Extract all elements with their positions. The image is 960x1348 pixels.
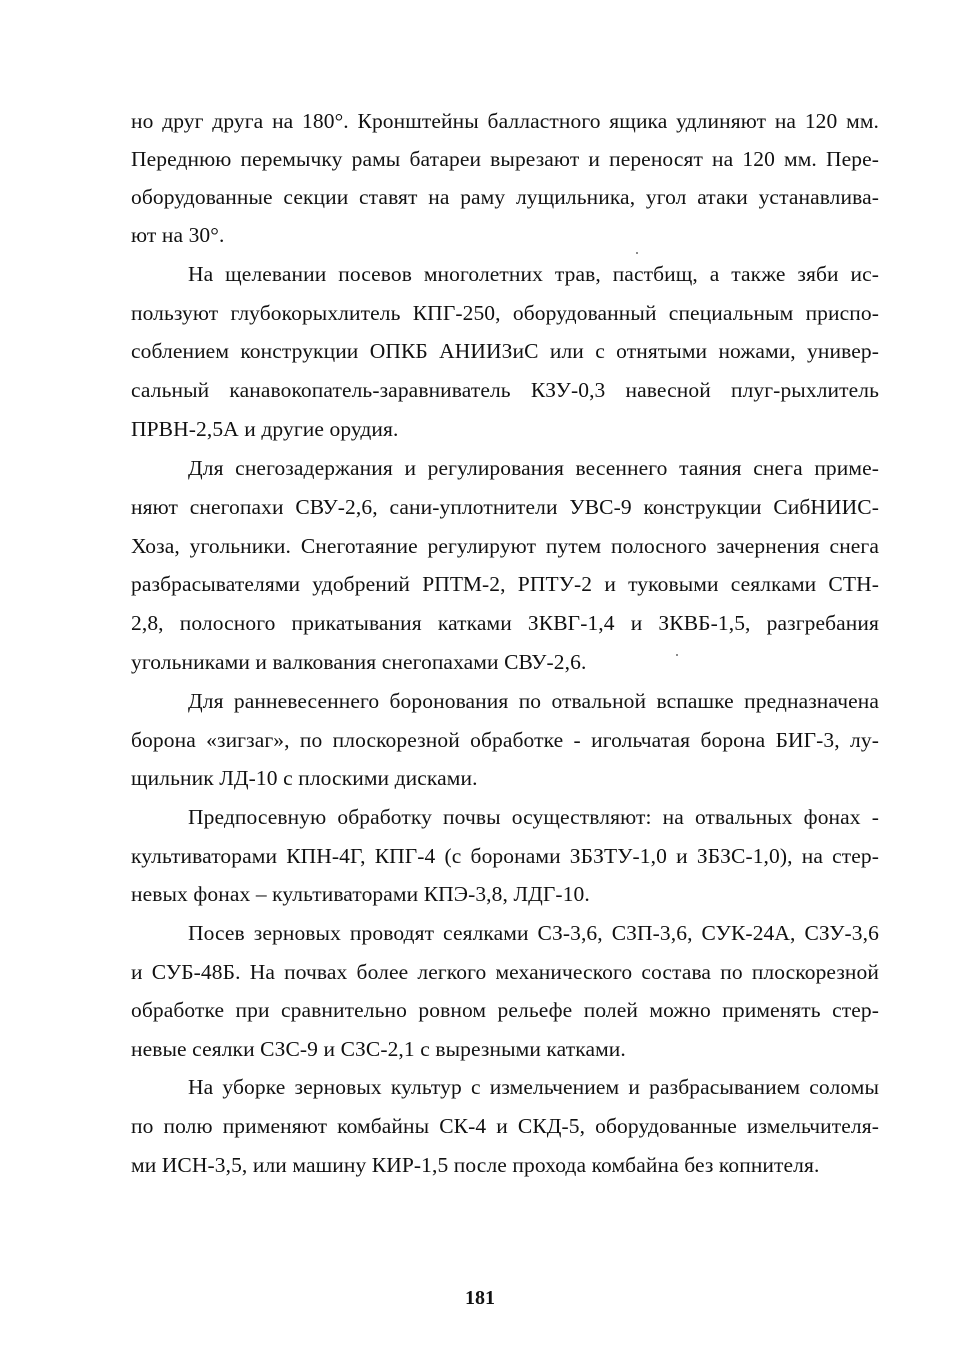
text-line: щильник ЛД-10 с плоскими дисками. xyxy=(131,766,478,790)
page-number: 181 xyxy=(465,1287,495,1309)
scan-speck xyxy=(636,252,638,254)
text-line: разбрасывателями удобрений РПТМ-2, РПТУ-2 и туковыми сеялками СТН- xyxy=(131,572,879,596)
text-line: невые сеялки СЗС-9 и СЗС-2,1 с вырезными катками. xyxy=(131,1037,626,1061)
text-line: Посев зерновых проводят сеялками СЗ-3,6, СЗП-3,6, СУК-24А, СЗУ-3,6 xyxy=(188,921,879,945)
text-line: На щелевании посевов многолетних трав, пастбищ, а также зяби ис- xyxy=(188,262,879,286)
text-line: культиваторами КПН-4Г, КПГ-4 (с боронами ЗБЗТУ-1,0 и ЗБЗС-1,0), на стер- xyxy=(131,844,879,868)
text-line: Для ранневесеннего боронования по отвальной вспашке предназначена xyxy=(188,689,879,713)
text-line: 2,8, полосного прикатывания катками ЗКВГ-1,4 и ЗКВБ-1,5, разгребания xyxy=(131,611,879,635)
scan-speck xyxy=(676,654,678,656)
text-line: но друг друга на 180°. Кронштейны балластного ящика удлиняют на 120 мм. xyxy=(131,109,879,133)
text-line: обработке при сравнительно ровном рельефе полей можно применять стер- xyxy=(131,998,879,1022)
text-line: по полю применяют комбайны СК-4 и СКД-5, оборудованные измельчителя- xyxy=(131,1114,879,1138)
text-line: борона «зигзаг», по плоскорезной обработке - игольчатая борона БИГ-3, лу- xyxy=(131,728,879,752)
text-line: и СУБ-48Б. На почвах более легкого механического состава по плоскорезной xyxy=(131,960,879,984)
text-line: Для снегозадержания и регулирования весеннего таяния снега приме- xyxy=(188,456,879,480)
text-line: Предпосевную обработку почвы осуществляют: на отвальных фонах - xyxy=(188,805,879,829)
text-line: угольниками и валкования снегопахами СВУ-2,6. xyxy=(131,650,587,674)
text-line: няют снегопахи СВУ-2,6, сани-уплотнители УВС-9 конструкции СибНИИС- xyxy=(131,495,879,519)
text-line: соблением конструкции ОПКБ АНИИЗиС или с отнятыми ножами, универ- xyxy=(131,339,879,363)
text-line: ПРВН-2,5А и другие орудия. xyxy=(131,417,399,441)
text-line: невых фонах – культиваторами КПЭ-3,8, ЛДГ-10. xyxy=(131,882,590,906)
text-line: ют на 30°. xyxy=(131,223,225,247)
text-line: ми ИСН-3,5, или машину КИР-1,5 после прохода комбайна без копнителя. xyxy=(131,1153,820,1177)
text-line: сальный канавокопатель-заравниватель КЗУ-0,3 навесной плуг-рыхлитель xyxy=(131,378,879,402)
text-line: оборудованные секции ставят на раму лущильника, угол атаки устанавлива- xyxy=(131,185,879,209)
text-line: пользуют глубокорыхлитель КПГ-250, оборудованный специальным приспо- xyxy=(131,301,879,325)
text-line: На уборке зерновых культур с измельчением и разбрасыванием соломы xyxy=(188,1075,879,1099)
text-line: Переднюю перемычку рамы батареи вырезают и переносят на 120 мм. Пере- xyxy=(131,147,879,171)
text-line: Хоза, угольники. Снеготаяние регулируют путем полосного зачернения снега xyxy=(131,534,879,558)
